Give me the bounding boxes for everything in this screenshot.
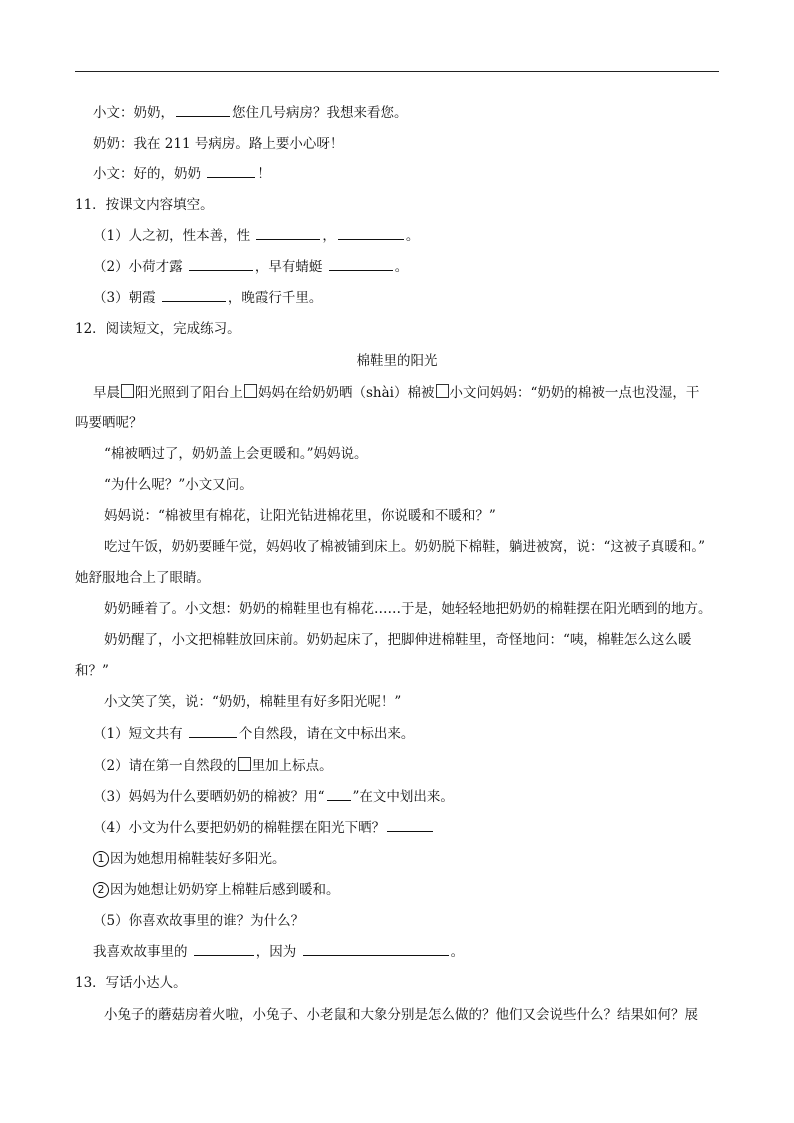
- dialog-line-1-prefix: 小文：奶奶，: [93, 105, 174, 121]
- header-rule: [75, 71, 719, 72]
- q11-item-1-end: 。: [405, 228, 420, 244]
- q11-item-1-prefix: （1）人之初，性本善，性: [93, 228, 255, 244]
- q11-item-2-mid: ，早有蜻蜓: [254, 259, 327, 275]
- answer-prefix: 我喜欢故事里的: [93, 944, 192, 960]
- q12-sub-1-prefix: （1）短文共有: [93, 726, 187, 742]
- q13-stem: 13．写话小达人。: [75, 975, 187, 991]
- q12-sub-2: [93, 756, 333, 776]
- dialog-line-3-prefix: 小文：好的，奶奶: [93, 166, 206, 182]
- p1-text-c: 妈妈在给奶奶晒（shài）棉被: [258, 385, 435, 401]
- q11-blank-1a[interactable]: [256, 226, 320, 240]
- q11-item-3-suffix: ，晚霞行千里。: [227, 290, 323, 306]
- q12-option-2[interactable]: [93, 880, 340, 900]
- answer-mid: ，因为: [255, 944, 301, 960]
- p1-text-b: 阳光照到了阳台上: [135, 385, 243, 401]
- q12-sub-2-prefix: （2）请在第一自然段的: [93, 758, 237, 774]
- box-symbol: [238, 757, 251, 771]
- option-number-1: 1: [93, 851, 109, 867]
- q11-item-3-prefix: （3）朝霞: [93, 290, 160, 306]
- answer-blank-why[interactable]: [303, 942, 449, 956]
- passage-p5-line-2: 她舒服地合上了眼睛。: [75, 570, 210, 586]
- q12-option-1[interactable]: [93, 849, 286, 869]
- q11-blank-1b[interactable]: [338, 226, 404, 240]
- q12-sub-3: [93, 787, 454, 807]
- q11-item-3: [93, 288, 322, 308]
- q11-blank-2a[interactable]: [189, 257, 253, 271]
- punctuation-box[interactable]: [436, 384, 449, 398]
- q12-sub-4-blank[interactable]: [387, 818, 433, 832]
- q12-sub-4-text: （4）小文为什么要把奶奶的棉鞋摆在阳光下晒？: [93, 820, 386, 836]
- passage-p2: “棉被晒过了，奶奶盖上会更暖和。”妈妈说。: [104, 446, 368, 462]
- blank-line-3[interactable]: [207, 164, 255, 178]
- passage-p3: “为什么呢？”小文又问。: [104, 477, 253, 493]
- passage-title: 棉鞋里的阳光: [356, 353, 438, 369]
- q12-sub-1-suffix: 个自然段，请在文中标出来。: [238, 726, 415, 742]
- underline-symbol: [327, 787, 351, 801]
- dialog-line-1: [93, 103, 408, 123]
- q12-sub-3-prefix: （3）妈妈为什么要晒奶奶的棉被？用“: [93, 789, 325, 805]
- q11-item-2: [93, 257, 408, 277]
- q12-sub-1-blank[interactable]: [189, 724, 237, 738]
- punctuation-box[interactable]: [244, 384, 257, 398]
- passage-p7-line-2: 和？”: [75, 663, 109, 679]
- passage-p8: 小文笑了笑，说：“奶奶，棉鞋里有好多阳光呢！”: [104, 694, 402, 710]
- q11-item-1: [93, 226, 419, 246]
- passage-p6: 奶奶睡着了。小文想：奶奶的棉鞋里也有棉花……于是，她轻轻地把奶奶的棉鞋摆在阳光晒到的地方。: [104, 601, 712, 617]
- dialog-line-1-suffix: 您住几号病房？我想来看您。: [232, 105, 408, 121]
- q11-blank-3[interactable]: [162, 288, 226, 302]
- q12-answer-line: [93, 942, 464, 962]
- q12-sub-5: （5）你喜欢故事里的谁？为什么？: [93, 913, 305, 929]
- passage-p5-line-1: 吃过午饭，奶奶要睡午觉，妈妈收了棉被铺到床上。奶奶脱下棉鞋，躺进被窝，说：“这被子真暖和。”: [104, 539, 706, 555]
- q12-sub-1: [93, 724, 414, 744]
- q11-item-2-prefix: （2）小荷才露: [93, 259, 187, 275]
- dialog-line-2: 奶奶：我在 211 号病房。路上要小心呀！: [93, 136, 344, 152]
- q13-text: 小兔子的蘑菇房着火啦，小兔子、小老鼠和大象分别是怎么做的？他们又会说些什么？结果如何？展: [104, 1007, 698, 1023]
- passage-p4: 妈妈说：“棉被里有棉花，让阳光钻进棉花里，你说暖和不暖和？”: [104, 508, 496, 524]
- dialog-line-3: [93, 164, 271, 184]
- answer-end: 。: [450, 944, 465, 960]
- p1-text-a: 早晨: [93, 385, 120, 401]
- q12-sub-3-suffix: ”在文中划出来。: [352, 789, 454, 805]
- passage-p1-line-1: [93, 383, 699, 403]
- passage-p1-line-2: 吗要晒呢？: [75, 415, 143, 431]
- q12-stem: 12．阅读短文，完成练习。: [75, 321, 241, 337]
- q11-item-1-sep: ，: [322, 228, 336, 244]
- q12-sub-2-suffix: 里加上标点。: [251, 758, 333, 774]
- blank-line-1[interactable]: [176, 103, 230, 117]
- option-2-text: 因为她想让奶奶穿上棉鞋后感到暖和。: [110, 882, 340, 898]
- option-number-2: 2: [93, 882, 109, 898]
- q11-stem: 11．按课文内容填空。: [75, 197, 214, 213]
- answer-blank-who[interactable]: [194, 942, 254, 956]
- dialog-line-3-suffix: ！: [257, 166, 271, 182]
- punctuation-box[interactable]: [121, 384, 134, 398]
- q11-blank-2b[interactable]: [329, 257, 393, 271]
- p1-text-d: 小文问妈妈：“奶奶的棉被一点也没湿，干: [449, 385, 700, 401]
- option-1-text: 因为她想用棉鞋装好多阳光。: [110, 851, 286, 867]
- passage-p7-line-1: 奶奶醒了，小文把棉鞋放回床前。奶奶起床了，把脚伸进棉鞋里，奇怪地问：“咦，棉鞋怎么这么暖: [104, 632, 692, 648]
- q11-item-2-end: 。: [394, 259, 409, 275]
- q12-sub-4: [93, 818, 435, 838]
